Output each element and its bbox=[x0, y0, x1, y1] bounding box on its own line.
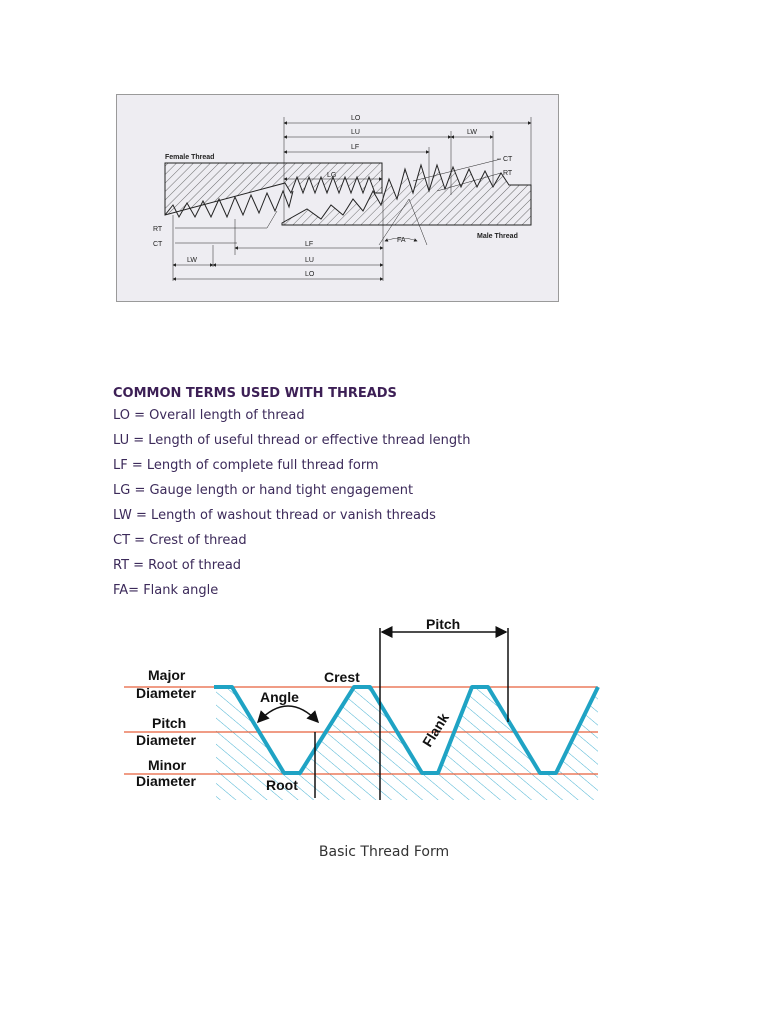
term-fa: FA= Flank angle bbox=[113, 583, 219, 598]
label-lw-bottom: LW bbox=[187, 257, 197, 264]
label-lu-bottom: LU bbox=[305, 257, 314, 264]
label-root: Root bbox=[266, 777, 298, 793]
term-lg: LG = Gauge length or hand tight engagement bbox=[113, 483, 414, 498]
term-lu: LU = Length of useful thread or effective thread length bbox=[113, 433, 471, 448]
angle-arc bbox=[258, 706, 318, 722]
terms-heading: COMMON TERMS USED WITH THREADS bbox=[113, 386, 397, 401]
thread-terms-drawing bbox=[117, 95, 560, 303]
terms-section bbox=[113, 384, 673, 606]
label-lo-bottom: LO bbox=[305, 271, 315, 278]
label-angle: Angle bbox=[260, 689, 299, 705]
term-ct: CT = Crest of thread bbox=[113, 533, 247, 548]
term-lf: LF = Length of complete full thread form bbox=[113, 458, 379, 473]
label-lf-bottom: LF bbox=[305, 241, 314, 248]
label-lw-top: LW bbox=[467, 129, 477, 136]
label-pitch: Pitch bbox=[426, 616, 461, 632]
figure-caption: Basic Thread Form bbox=[318, 844, 450, 860]
label-minor-2: Diameter bbox=[136, 773, 196, 789]
label-ct-left: CT bbox=[153, 241, 163, 248]
label-major-1: Major bbox=[148, 667, 186, 683]
term-lo: LO = Overall length of thread bbox=[113, 408, 305, 423]
label-pitch-d-1: Pitch bbox=[152, 715, 187, 731]
label-crest: Crest bbox=[324, 669, 360, 685]
label-rt-left: RT bbox=[153, 226, 163, 233]
thread-terms-figure bbox=[116, 94, 559, 302]
label-lo-top: LO bbox=[351, 115, 361, 122]
label-ct-right: CT bbox=[503, 156, 513, 163]
label-major-2: Diameter bbox=[136, 685, 196, 701]
basic-thread-form-figure bbox=[118, 610, 608, 800]
label-rt-right: RT bbox=[503, 170, 513, 177]
label-pitch-d-2: Diameter bbox=[136, 732, 196, 748]
label-fa: FA bbox=[397, 237, 406, 244]
label-female-thread: Female Thread bbox=[165, 154, 215, 161]
label-flank: Flank bbox=[418, 710, 452, 750]
label-lf-top: LF bbox=[351, 144, 360, 151]
label-lg: LG bbox=[327, 172, 337, 179]
term-lw: LW = Length of washout thread or vanish threads bbox=[113, 508, 436, 523]
label-lu-top: LU bbox=[351, 129, 360, 136]
term-rt: RT = Root of thread bbox=[113, 558, 242, 573]
label-male-thread: Male Thread bbox=[477, 233, 518, 240]
label-minor-1: Minor bbox=[148, 757, 187, 773]
